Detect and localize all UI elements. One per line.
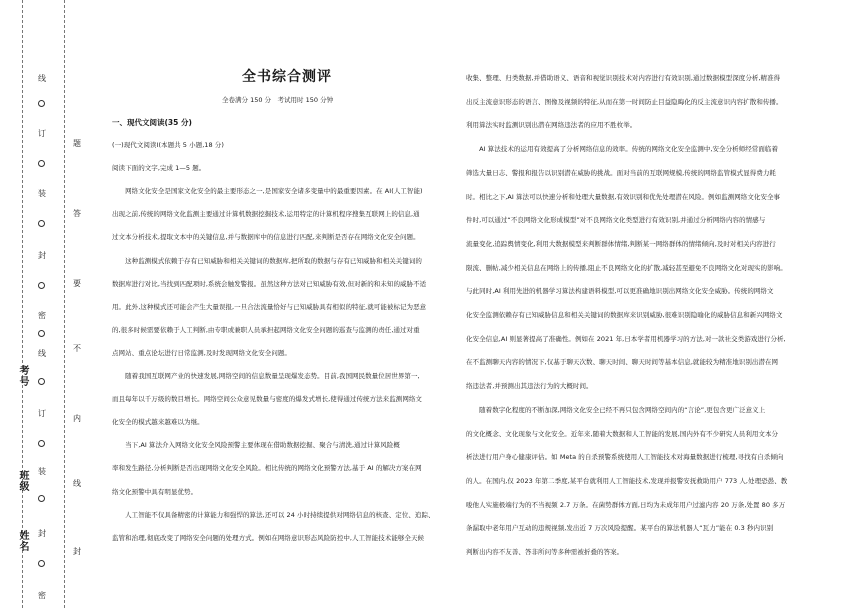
gutter-mark: 线 [38,74,46,83]
text-line: 化安全监测依赖存有已知威胁信息和相关关键词的数据库来识别威胁,很难识别隐喻化的威胁信息和新兴网络文 [466,311,783,319]
text-line: 在不监测聊天内容的情况下,仅基于聊天次数、聊天时间、聊天时间等基本信息,就能较为精准地识别出潜在网 [466,358,779,367]
text-line: 条漏取中老年用户互动的违规视频,发出近 7 万次风险提醒。某平台的算法机器人“瓦力”能在 0.3 秒内识别 [466,524,774,533]
gutter-mark: 装 [38,189,46,198]
text-line: 收集、整理、归类数据,并借助语义、语音和视觉识别技术对内容进行有效识别,通过数据模型深度分析,精准得 [466,74,781,82]
text-line: 人工智能不仅具备精密的计算能力和强悍的算法,还可以 24 小时持续提供对网络信息的核查、定位、追踪、 [112,510,435,519]
text-line: 时。相比之下,AI 算法可以快速分析和处理大量数据,有效识别和优先处理潜在风险。例如监测网络文化安全事 [466,192,781,201]
text-line: 过文本分析技术,提取文本中的关键信息,并与数据库中的信息进行匹配,来判断是否存在网络文化安全问题。 [112,233,420,242]
text-line: 当下,AI 算法介入网络文化安全风险预警主要体现在借助数据挖掘、聚合与清洗,通过计算风险概 [112,441,400,450]
text-line: 利用算法实时监测识别出潜在网络违法者的应用不胜枚举。 [466,121,637,130]
text-line: 判断出内容不友善、答非所问等多种需被折叠的答案。 [466,548,624,556]
text-line: 析法进行用户身心健康评估。如 Meta 的自杀预警系统使用人工智能技术对海量数据进行梳理,寻找有自杀倾向 [466,453,784,462]
gutter-mark: 封 [38,251,46,260]
gutter-circle [38,440,45,447]
gutter-circle [38,560,45,567]
gutter-mark: 线 [73,479,81,488]
text-line: 网络文化安全是国家文化安全的最主要形态之一,是国家安全诸多变量中的最重要因素。在 AI(人工智能) [112,187,423,196]
page-title: 全书综合测评 [242,69,332,85]
gutter-circle [38,495,45,502]
gutter-mark: 线 [38,349,46,358]
inner-dashed-line [64,0,65,608]
gutter-mark: 不 [73,344,81,353]
text-line: 的文化概念、文化现象与文化安全。近年来,随着大数据和人工智能的发展,国内外有不少研究人员利用文本分 [466,429,779,438]
exam-number-label: 考号 [17,365,28,387]
name-label: 姓名 [17,530,28,552]
gutter-mark: 题 [73,139,81,148]
text-line: 流量变化,追踪舆情变化,利用大数据模型来判断群体情绪,判断某一网络群体的情绪倾向,及时对相关内容进行 [466,239,776,248]
text-line: 化安全信息,AI 则显著提高了准确性。例如在 2021 年,日本学者用机器学习的方法,对一款社交类游戏进行分析, [466,334,786,343]
gutter-circle [38,100,45,107]
gutter-mark: 订 [38,129,46,138]
gutter-mark: 封 [38,529,46,538]
gutter-circle [38,282,45,289]
gutter-circle [38,160,45,167]
gutter-mark: 内 [73,414,81,423]
text-line: 随着我国互联网产业的快速发展,网络空间的信息数量呈现爆发态势。目前,我国网民数量位居世界第一, [112,372,420,380]
text-line: 的,很多时候需要依赖于人工判断,由专职或兼职人员承担起网络文化安全问题的巡查与监测的责任,通过对重 [112,325,420,334]
section-heading: 一、现代文阅读(35 分) [112,118,192,127]
text-line: 件时,可以通过“不良网络文化形成模型”对不良网络文化类型进行有效识别,并通过分析网络内容的情感与 [466,216,766,225]
text-line: 络文化预警中具有明显优势。 [112,487,198,496]
text-line: AI 算法技术的运用有效提高了分析网络信息的效率。传统的网络文化安全监测中,安全分析师经常面临着 [466,145,778,154]
text-line: 监管和治理,彻底改变了网络安全问题的处理方式。例如在网络意识形态风险防控中,人工智能技术能够全天候 [112,533,425,542]
text-line: 而且每年以千万级的数目增长。网络空间公众意见数量与密度的爆发式增长,使得通过传统方法来监测网络文 [112,395,422,404]
text-line: 数据库进行对比,当找到匹配项时,系统会触发警报。虽然这种方法对已知威胁有效,但对新的和未知的威胁不适 [112,279,427,288]
gutter-mark: 封 [73,547,81,556]
gutter-circle [38,378,45,385]
gutter-mark: 密 [38,311,46,320]
text-line: 用。此外,这种模式还可能会产生大量误报,一旦合法流量恰好与已知威胁具有相似的特征,就可能被标记为恶意 [112,302,427,311]
outer-dashed-line [22,0,23,608]
text-line: 限流、删帖,减少相关信息在网络上的传播,阻止不良网络文化的扩散,减轻甚至避免不良网络文化对现实的影响。 [466,263,787,272]
text-line: 随着数字化程度的不断加深,网络文化安全已经不再只包含网络空间内的“言论”,更包含更广泛意义上 [466,405,766,414]
gutter-mark: 答 [73,209,81,218]
text-line: 化安全的模式越来越难以为继。 [112,418,204,427]
text-line: 点网站、重点论坛进行日常监测,及时发现网络文化安全问题。 [112,348,291,357]
gutter-circle [38,220,45,227]
gutter-mark: 要 [73,279,81,288]
text-line: 筛选大量日志、警报和报告以识别潜在威胁的挑战。面对当前的互联网规模,传统的网络监管模式显得费力耗 [466,168,776,177]
text-line: 络违法者,并预测出其违法行为的大概时间。 [466,382,593,391]
text-line: 的人。在国内,仅 2023 年第二季度,某平台就利用人工智能技术,发现并报警安抚救助用户 773 人,处理恐愚、教 [466,476,788,485]
gutter-circle [38,330,45,337]
text-line: 唆他人实施极端行为的不当视频 2.7 万条。在菌势群体方面,日均为未成年用户过滤内容 20 万条,处置 80 多万 [466,500,786,509]
gutter-mark: 密 [38,591,46,600]
text-line: 率和发生路径,分析判断是否出现网络文化安全风险。相比传统的网络文化预警方法,基于 AI 的解决方案在网 [112,464,422,473]
text-line: 阅读下面的文字,完成 1—5 题。 [112,164,206,173]
gutter-mark: 装 [38,467,46,476]
gutter-mark: 订 [38,409,46,418]
class-label: 班级 [17,470,28,492]
text-line: 这种监测模式依赖于存有已知威胁和相关关键词的数据库,把所取的数据与存有已知威胁和相关关键词的 [112,256,422,265]
text-line: 出现之前,传统的网络文化监测主要通过计算机数据挖掘技术,运用特定的计算机程序搜集互联网上的信息,通 [112,210,420,219]
text-line: (一)现代文阅读Ⅰ(本题共 5 小题,18 分) [112,141,224,149]
text-line: 出反主流意识形态的语言、图像及视频的特征,从而在第一时间防止目益隐晦化的反主流意识内容扩散和传播。 [466,97,783,106]
text-line: 与此同时,AI 利用先进的机器学习算法构建语料模型,可以更准确地识别出网络文化安全威胁。传统的网络文 [466,287,774,296]
exam-info: 全卷满分 150 分 考试用时 150 分钟 [222,96,334,104]
